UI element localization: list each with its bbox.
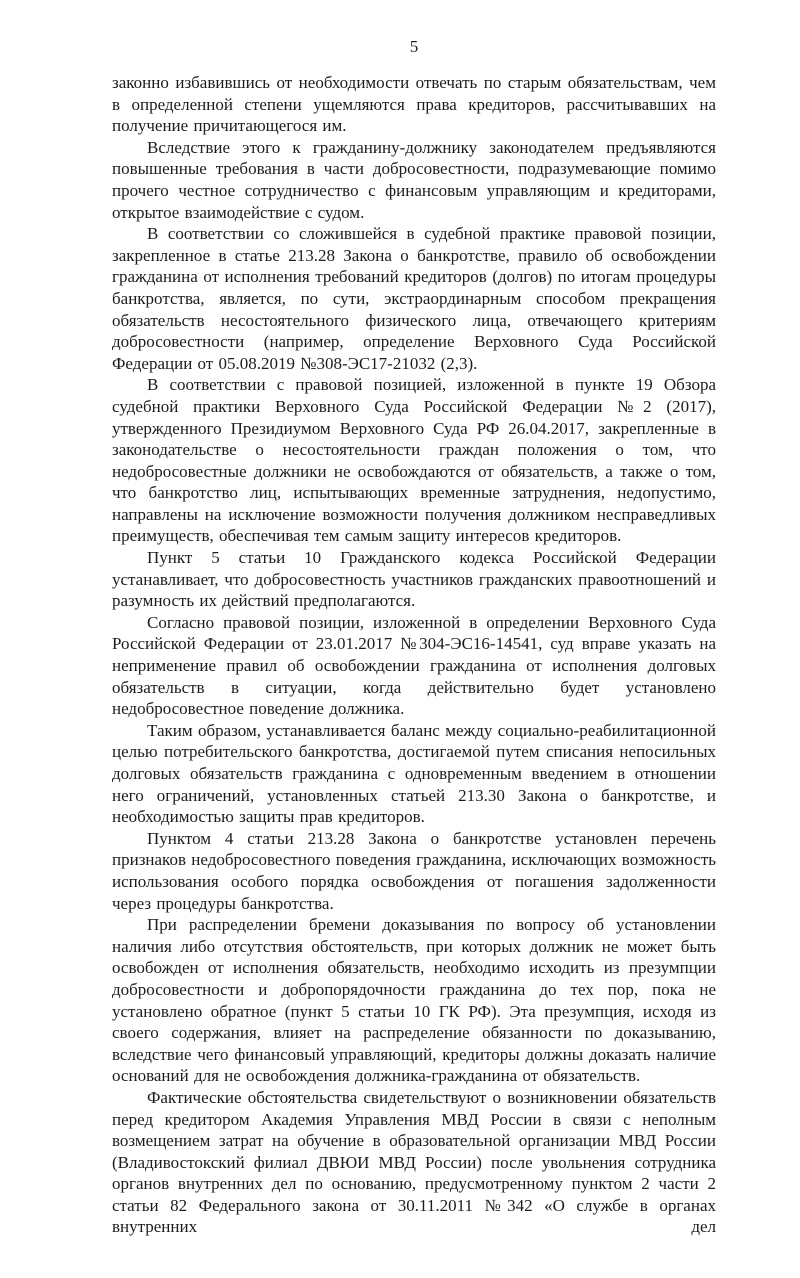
paragraph: В соответствии со сложившейся в судебной практике правовой позиции, закрепленное в статье 213.28 Закона о банкротстве, правило об освобождении гражданина от исполнения требований кредиторов (долгов) по итогам процедуры банкротства, является, по сути, экстраординарным способом прекращения обязательств несостоятельного физического лица, отвечающего критериям добросовестности (например, определение Верховного Суда Российской Федерации от 05.08.2019 №308-ЭС17-21032 (2,3).: [112, 224, 716, 373]
page-number: 5: [409, 37, 419, 56]
paragraph: При распределении бремени доказывания по вопросу об установлении наличия либо отсутствия обстоятельств, при которых должник не может быть освобожден от исполнения обязательств, необходимо исходить из презумпции добросовестности и добропорядочности гражданина до тех пор, пока не установлено обратное (пункт 5 статьи 10 ГК РФ). Эта презумпция, исходя из своего содержания, влияет на распределение обязанности по доказыванию, вследствие чего финансовый управляющий, кредиторы должны доказать наличие оснований для не освобождения должника-гражданина от обязательств.: [112, 915, 716, 1086]
paragraph: Согласно правовой позиции, изложенной в определении Верховного Суда Российской Федерации от 23.01.2017 №304-ЭС16-14541, суд вправе указать на неприменение правил об освобождении гражданина от исполнения долговых обязательств в ситуации, когда действительно будет установлено недобросовестное поведение должника.: [112, 612, 716, 719]
paragraph: законно избавившись от необходимости отвечать по старым обязательствам, чем в определенной степени ущемляются права кредиторов, рассчитывавших на получение причитающегося им.: [112, 73, 716, 136]
paragraph: Таким образом, устанавливается баланс между социально-реабилитационной целью потребительского банкротства, достигаемой путем списания непосильных долговых обязательств гражданина с одновременным введением в отношении него ограничений, установленных статьей 213.30 Закона о банкротстве, и необходимостью защиты прав кредиторов.: [112, 720, 716, 827]
paragraph: Вследствие этого к гражданину-должнику законодателем предъявляются повышенные требования в части добросовестности, подразумевающие помимо прочего честное сотрудничество с финансовым управляющим и кредиторами, открытое взаимодействие с судом.: [112, 137, 716, 222]
paragraph: Пункт 5 статьи 10 Гражданского кодекса Российской Федерации устанавливает, что добросовестность участников гражданских правоотношений и разумность их действий предполагаются.: [112, 548, 716, 611]
paragraph: Пунктом 4 статьи 213.28 Закона о банкротстве установлен перечень признаков недобросовестного поведения гражданина, исключающих возможность использования особого порядка освобождения от погашения задолженности через процедуры банкротства.: [112, 828, 716, 913]
document-text: [112, 72, 716, 1238]
paragraph: В соответствии с правовой позицией, изложенной в пункте 19 Обзора судебной практики Верховного Суда Российской Федерации №2 (2017), утвержденного Президиумом Верховного Суда РФ 26.04.2017, закрепленные в законодательстве о несостоятельности граждан положения о том, что недобросовестные должники не освобождаются от обязательств, а также о том, что банкротство лиц, испытывающих временные затруднения, недопустимо, направлены на исключение возможности получения должником несправедливых преимуществ, обеспечивая тем самым защиту интересов кредиторов.: [112, 375, 716, 546]
paragraph: Фактические обстоятельства свидетельствуют о возникновении обязательств перед кредитором Академия Управления МВД России в связи с неполным возмещением затрат на обучение в образовательной организации МВД России (Владивостокский филиал ДВЮИ МВД России) после увольнения сотрудника органов внутренних дел по основанию, предусмотренному пунктом 2 части 2 статьи 82 Федерального закона от 30.11.2011 №342 «О службе в органах внутренних дел: [112, 1087, 716, 1237]
